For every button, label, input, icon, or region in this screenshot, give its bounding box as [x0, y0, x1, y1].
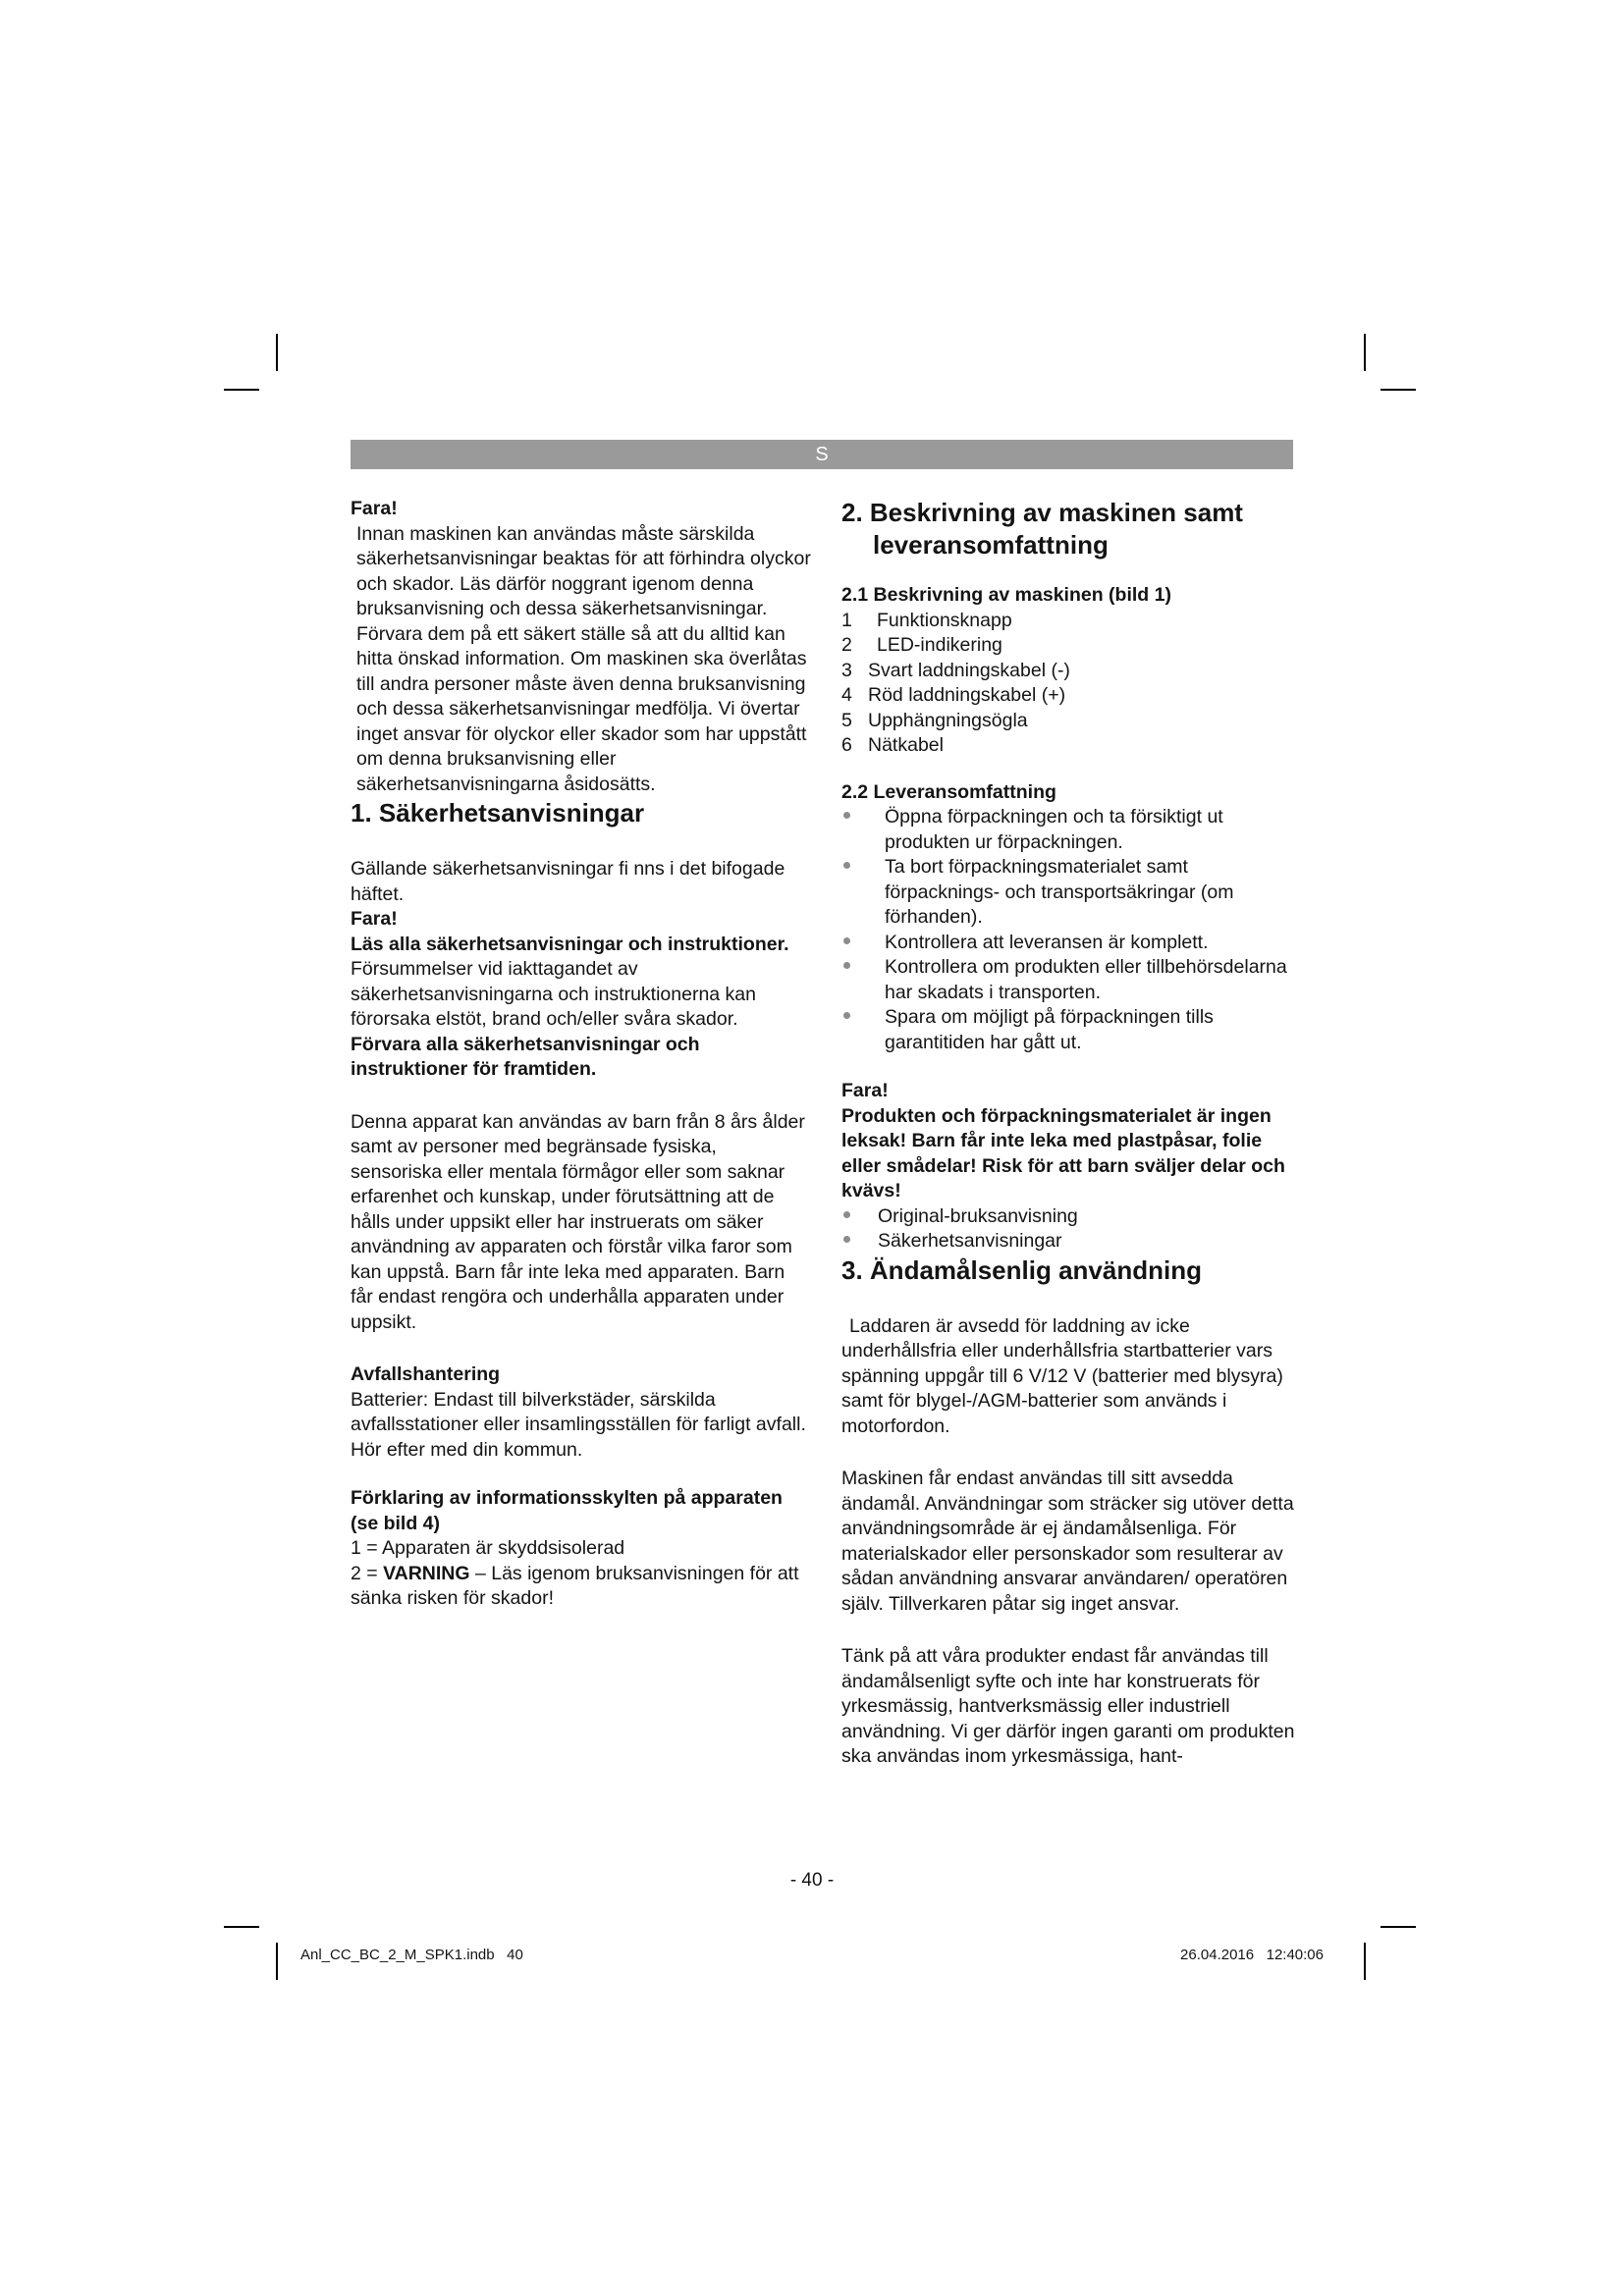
- children-usage-paragraph: Denna apparat kan användas av barn från 8 års ålder samt av personer med begränsade fysiska, sensoriska eller mentala förmågor eller som saknar erfarenhet och kunskap, under förutsättning att de hålls under uppsikt eller har instruerats om säker användning av apparaten och förstår vilka faror som kan uppstå. Barn får inte leka med apparaten. Barn får endast rengöra och underhålla apparaten under uppsikt.: [351, 1110, 805, 1333]
- crop-mark: [276, 1943, 278, 1980]
- crop-mark: [276, 334, 278, 371]
- waste-paragraph: Batterier: Endast till bilverkstäder, särskilda avfallsstationer eller insamlingsställen för farligt avfall. Hör efter med din kommun.: [351, 1388, 806, 1461]
- part-label: Nätkabel: [868, 734, 944, 756]
- label-item-2: 2 = VARNING – Läs igenom bruksanvisningen för att sänka risken för skador!: [351, 1562, 799, 1609]
- part-label: Funktionsknapp: [877, 609, 1012, 631]
- warning-word: VARNING: [383, 1562, 470, 1584]
- delivery-item: [841, 931, 1305, 956]
- safety-text: Försummelser vid iakttagandet av säkerhetsanvisningarna och instruktionerna kan förorsaka elstöt, brand och/eller svåra skador.: [351, 958, 756, 1030]
- section-1-heading: 1. Säkerhetsanvisningar: [351, 798, 645, 828]
- section-3-paragraph-3: Tänk på att våra produkter endast får användas till ändamålsenligt syfte och inte har konstruerats för yrkesmässig, hantverksmässig eller industriell användning. Vi ger därför ingen garanti om produkten ska användas inom yrkesmässiga, hant-: [841, 1645, 1295, 1767]
- danger-paragraph: Innan maskinen kan användas måste särskilda säkerhetsanvisningar beaktas för att förhindra olyckor och skador. Läs därför noggrant igenom denna bruksanvisning och dessa säkerhetsanvisningar. Förvara dem på ett säkert ställe så att du alltid kan hitta önskad information. Om maskinen ska överlåtas till andra personer måste även denna bruksanvisning och dessa säkerhetsanvisningar medfölja. Vi övertar inget ansvar för olyckor eller skador som har uppstått om denna bruksanvisning eller säkerhetsanvisningarna åsidosätts.: [356, 522, 811, 795]
- crop-mark: [1364, 1943, 1366, 1980]
- parts-list: [841, 609, 1305, 759]
- section-2-1-heading: 2.1 Beskrivning av maskinen (bild 1): [841, 584, 1171, 606]
- part-number: 5: [841, 709, 852, 731]
- safety-bold-tail: Förvara alla säkerhetsanvisningar och instruktioner för framtiden.: [351, 1033, 700, 1080]
- parts-list-item: [841, 709, 1305, 734]
- parts-list-item: [841, 683, 1305, 709]
- danger-paragraph: Produkten och förpackningsmaterialet är ingen leksak! Barn får inte leka med plastpåsar, folie eller smådelar! Risk för att barn sväljer delar och kvävs!: [841, 1104, 1285, 1201]
- danger-heading: Fara!: [841, 1080, 889, 1101]
- bullet-icon: [843, 1211, 850, 1218]
- parts-list-item: [841, 733, 1305, 759]
- parts-list-item: [841, 633, 1305, 659]
- part-label: Svart laddningskabel (-): [868, 659, 1070, 681]
- delivery-item: [841, 955, 1305, 1005]
- page-number: - 40 -: [789, 1870, 835, 1891]
- section-3-heading: 3. Ändamålsenlig användning: [841, 1255, 1202, 1285]
- safety-bold-lead: Läs alla säkerhetsanvisningar och instruktioner.: [351, 933, 789, 955]
- crop-mark: [1380, 389, 1416, 391]
- delivery-item-text: Spara om möjligt på förpackningen tills garantitiden har gått ut.: [885, 1006, 1214, 1053]
- crop-mark: [224, 389, 259, 391]
- document-item: [841, 1204, 1305, 1230]
- part-number: 1: [841, 609, 852, 631]
- bullet-icon: [843, 812, 850, 819]
- parts-list-item: [841, 609, 1305, 634]
- part-label: Röd laddningskabel (+): [868, 684, 1066, 706]
- danger-heading: Fara!: [351, 498, 398, 519]
- section-3-paragraph-1: Laddaren är avsedd för laddning av icke underhållsfria eller underhållsfria startbatterier vars spänning uppgår till 6 V/12 V (batterier med blysyra) samt för blygel-/AGM-batterier som används i motorfordon.: [841, 1314, 1283, 1437]
- delivery-item: [841, 805, 1305, 855]
- delivery-item-text: Öppna förpackningen och ta försiktigt ut produkten ur förpackningen.: [885, 806, 1223, 853]
- crop-mark: [1380, 1926, 1416, 1928]
- print-timestamp: 26.04.2016 12:40:06: [1180, 1947, 1324, 1963]
- crop-mark: [1364, 334, 1366, 371]
- bullet-icon: [843, 962, 850, 969]
- bullet-icon: [843, 1236, 850, 1243]
- delivery-item: [841, 1005, 1305, 1055]
- document-item-text: Säkerhetsanvisningar: [878, 1230, 1062, 1252]
- part-number: 4: [841, 684, 852, 706]
- language-code: S: [815, 444, 829, 465]
- language-header-bar: [351, 440, 1293, 469]
- part-label: Upphängningsögla: [868, 709, 1028, 731]
- parts-list-item: [841, 659, 1305, 684]
- delivery-item-text: Kontrollera om produkten eller tillbehörsdelarna har skadats i transporten.: [885, 956, 1287, 1003]
- section-2-2-heading: 2.2 Leveransomfattning: [841, 780, 1056, 803]
- part-number: 6: [841, 734, 852, 756]
- bullet-icon: [843, 937, 850, 944]
- part-label: LED-indikering: [877, 634, 1002, 656]
- delivery-item-text: Kontrollera att leveransen är komplett.: [885, 931, 1209, 953]
- bullet-icon: [843, 1012, 850, 1019]
- section-3-paragraph-2: Maskinen får endast användas till sitt avsedda ändamål. Användningar som sträcker sig utöver detta användningsområde är ej ändamålsenliga. För materialskador eller personskador som resulterar av sådan användning ansvarar användaren/ operatören själv. Tillverkaren påtar sig inget ansvar.: [841, 1468, 1294, 1615]
- delivery-list: [841, 805, 1305, 1055]
- label-explanation-heading: Förklaring av informationsskylten på apparaten (se bild 4): [351, 1487, 783, 1534]
- safety-instructions-paragraph: [351, 933, 812, 1083]
- documents-list: [841, 1204, 1305, 1255]
- delivery-item: [841, 855, 1305, 931]
- bullet-icon: [843, 862, 850, 869]
- right-column: [841, 497, 1305, 1770]
- section-2-heading: 2. Beskrivning av maskinen samt leveransomfattning: [841, 498, 1243, 560]
- waste-heading: Avfallshantering: [351, 1363, 501, 1385]
- crop-mark: [224, 1926, 259, 1928]
- part-number: 3: [841, 659, 852, 681]
- left-column: [351, 497, 812, 1612]
- part-number: 2: [841, 634, 852, 656]
- danger-heading: Fara!: [351, 908, 398, 930]
- delivery-item-text: Ta bort förpackningsmaterialet samt förpacknings- och transportsäkringar (om förhanden).: [885, 856, 1234, 928]
- file-name: Anl_CC_BC_2_M_SPK1.indb 40: [300, 1947, 523, 1963]
- document-item-text: Original-bruksanvisning: [878, 1204, 1078, 1227]
- section-1-intro: Gällande säkerhetsanvisningar fi nns i det bifogade häftet.: [351, 858, 785, 905]
- label-item-1: 1 = Apparaten är skyddsisolerad: [351, 1537, 625, 1559]
- document-item: [841, 1229, 1305, 1255]
